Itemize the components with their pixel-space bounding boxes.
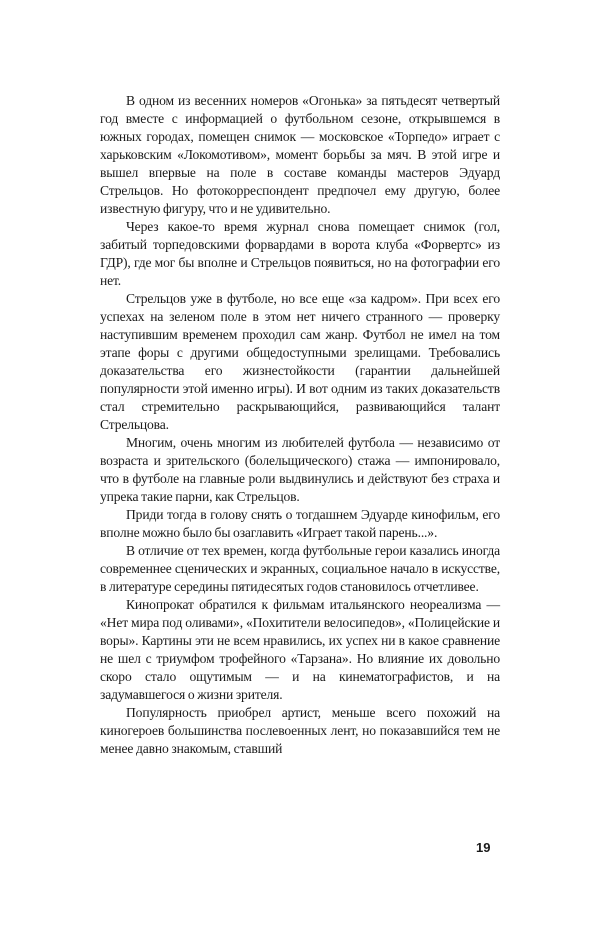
paragraph-2: Через какое-то время журнал снова помещает снимок (гол, забитый торпедовскими форвардами в ворота клуба «Форвертс» из ГДР), где мог бы вполне и Стрельцов появиться, но на фотографии его нет.: [100, 219, 500, 288]
paragraph-4: Многим, очень многим из любителей футбола — независимо от возраста и зрительского (болельщического) стажа — импонировало, что в футболе на главные роли выдвинулись и действуют без страха и упрека такие парни, как Стрельцов.: [100, 435, 500, 504]
body-text: [100, 92, 500, 758]
page-number: 19: [476, 840, 491, 855]
paragraph-3: Стрельцов уже в футболе, но все еще «за кадром». При всех его успехах на зеленом поле в этом нет ничего странного — проверку наступившим временем проходил сам жанр. Футбол не имел на том этапе форы с другими общедоступными зрелищами. Требовались доказательства его жизнестойкости (гарантии дальнейшей популярности этой именно игры). И вот одним из таких доказательств стал стремительно раскрывающийся, развивающийся талант Стрельцова.: [100, 291, 500, 432]
paragraph-5: Приди тогда в голову снять о тогдашнем Эдуарде кинофильм, его вполне можно было бы озаглавить «Играет такой парень...».: [100, 507, 500, 540]
paragraph-6: В отличие от тех времен, когда футбольные герои казались иногда современнее сценических и экранных, социальное начало в искусстве, в литературе середины пятидесятых годов становилось отчетливее.: [100, 543, 500, 594]
paragraph-8: Популярность приобрел артист, меньше всего похожий на киногероев большинства послевоенных лент, но показавшийся тем не менее давно знакомым, ставший: [100, 705, 500, 756]
paragraph-7: Кинопрокат обратился к фильмам итальянского неореализма — «Нет мира под оливами», «Похитители велосипедов», «Полицейские и воры». Картины эти не всем нравились, их успех ни в какое сравнение не шел с триумфом трофейного «Тарзана». Но влияние их довольно скоро стало ощутимым — и на кинематографистов, и на задумавшегося о жизни зрителя.: [100, 597, 500, 702]
paragraph-1: В одном из весенних номеров «Огонька» за пятьдесят четвертый год вместе с информацией о футбольном сезоне, открывшемся в южных городах, помещен снимок — московское «Торпедо» играет с харьковским «Локомотивом», момент борьбы за мяч. В этой игре и вышел впервые на поле в составе команды мастеров Эдуард Стрельцов. Но фотокорреспондент предпочел ему другую, более известную фигуру, что и не удивительно.: [100, 93, 500, 216]
